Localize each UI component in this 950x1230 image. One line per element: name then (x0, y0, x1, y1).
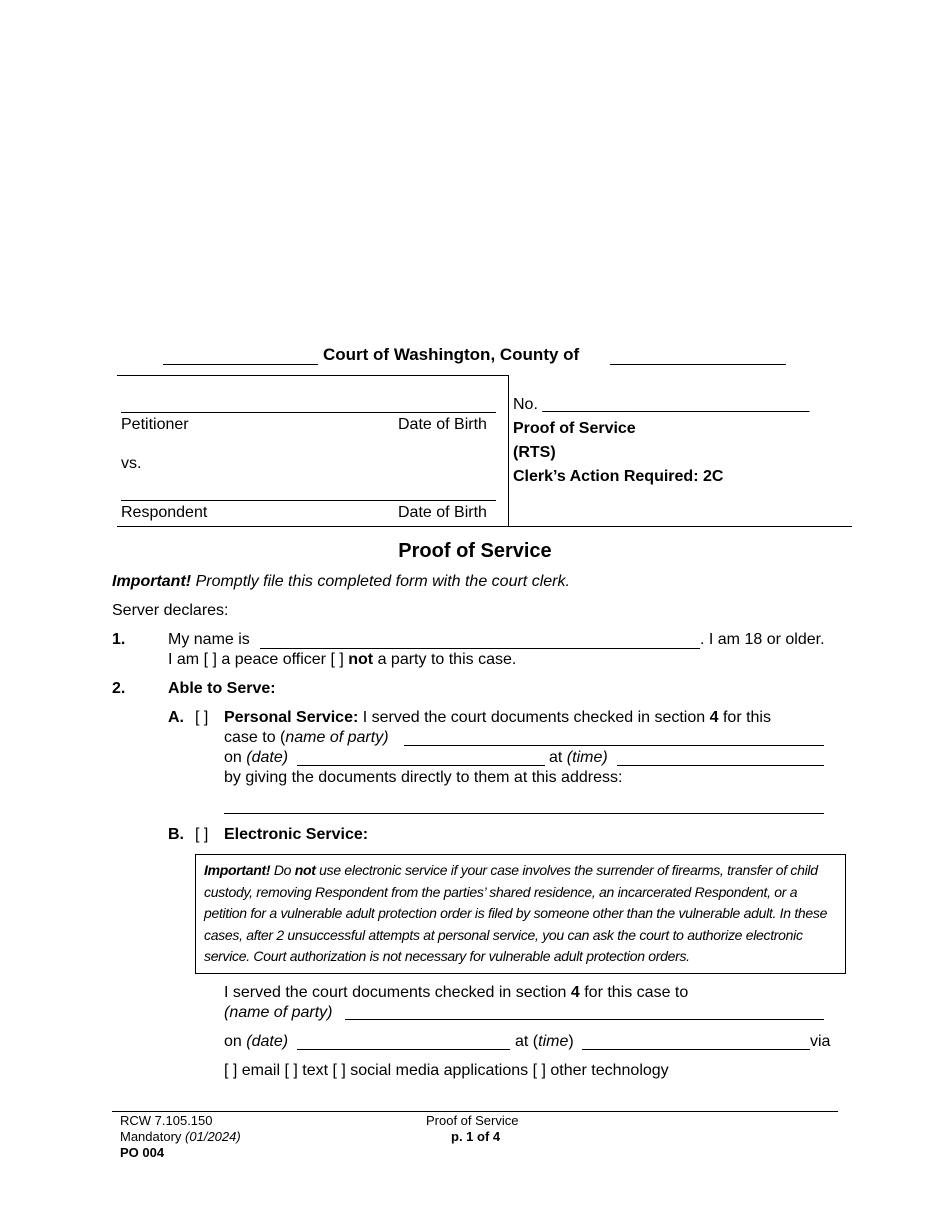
on-date-label-a (224, 749, 288, 767)
time-line-b[interactable] (582, 1049, 810, 1050)
time-line-a[interactable] (617, 765, 824, 766)
notice-do: Do (273, 862, 292, 878)
respondent-name-line[interactable] (121, 500, 496, 501)
name-of-party-hint: name of party) (285, 729, 389, 746)
on-date-label-b (224, 1033, 288, 1051)
on-text-a: on (224, 749, 242, 766)
footer-rule (112, 1111, 838, 1112)
case-to-text: case to ( (224, 729, 286, 746)
party-name-line-b[interactable] (345, 1019, 824, 1020)
county-blank-right[interactable] (610, 364, 786, 365)
server-name-line[interactable] (260, 648, 700, 649)
electronic-served-line (224, 984, 688, 1002)
page-title: Proof of Service (398, 540, 552, 562)
party-text: a party to this case. (377, 651, 517, 668)
respondent-dob-label: Date of Birth (398, 504, 487, 521)
notice-not: not (294, 862, 316, 878)
by-giving-text: by giving the documents directly to them at this address: (224, 769, 623, 786)
caption-doc-title: Proof of Service (513, 420, 636, 437)
footer-form-no: PO 004 (120, 1145, 165, 1160)
at-text-b: at ( (515, 1033, 539, 1050)
close-paren: ) (568, 1033, 574, 1050)
petitioner-name-line[interactable] (121, 412, 496, 413)
footer-title: Proof of Service (426, 1113, 519, 1128)
option-a-letter: A. (168, 709, 184, 726)
at-text-a: at (549, 749, 563, 766)
mandatory-date: (01/2024) (185, 1129, 241, 1144)
notice-body: use electronic service if your case involves the surrender of firearms, transfer of child custody, removing Respondent from the parties’ shared residence, an incarcerated Respondent, or a petition for a vulnerable adult protection order is filed by someone other than the vulnerable adult. In these cases, after 2 unsuccessful attempts at personal service, you can ask the court to authorize electronic service. Court authorization is not necessary for vulnerable adult protection orders. (204, 862, 828, 965)
on-text-b: on (224, 1033, 242, 1050)
case-to-label (224, 729, 389, 747)
footer-page: p. 1 of 4 (451, 1129, 501, 1144)
vs-label: vs. (121, 455, 142, 472)
date-hint-b: (date) (246, 1033, 289, 1050)
important-text: Promptly file this completed form with the court clerk. (195, 573, 570, 590)
section-ref: 4 (709, 709, 719, 726)
server-declares: Server declares: (112, 602, 229, 619)
served-text: I served the court documents checked in section (224, 984, 567, 1001)
clerk-action: Clerk’s Action Required: 2C (513, 468, 724, 485)
date-hint-a: (date) (246, 749, 289, 766)
via-text: via (810, 1033, 831, 1050)
caption-doc-code: (RTS) (513, 444, 556, 461)
time-hint-b: time (538, 1033, 569, 1050)
petitioner-dob-label: Date of Birth (398, 416, 487, 433)
caption-bottom-rule (117, 526, 852, 527)
at-time-label-b (515, 1033, 574, 1051)
notice-text-block (204, 860, 840, 968)
electronic-service-title: Electronic Service: (224, 826, 369, 843)
section-ref-b: 4 (570, 984, 580, 1001)
name-prefix: My name is (168, 631, 250, 648)
name-of-party-hint-b: (name of party) (224, 1004, 333, 1021)
section-2-number: 2. (112, 680, 126, 697)
caption-top-rule (117, 375, 508, 376)
court-title: Court of Washington, County of (323, 345, 580, 364)
date-line-a[interactable] (297, 765, 545, 766)
electronic-service-notice (195, 854, 846, 974)
option-b-letter: B. (168, 826, 184, 843)
time-hint-a: (time) (566, 749, 608, 766)
party-name-line-a[interactable] (404, 745, 824, 746)
personal-service-line1 (224, 709, 771, 727)
respondent-label: Respondent (121, 504, 208, 521)
officer-line (168, 651, 516, 669)
personal-service-text-b: for this (722, 709, 771, 726)
footer-mandatory (120, 1129, 241, 1144)
officer-checkbox-text[interactable]: I am [ ] a peace officer [ ] (168, 651, 344, 668)
address-line[interactable] (224, 813, 824, 814)
personal-service-title: Personal Service: (224, 709, 359, 726)
mandatory-text: Mandatory (120, 1129, 182, 1144)
footer-rcw: RCW 7.105.150 (120, 1113, 213, 1128)
important-label: Important! (112, 573, 192, 590)
notice-important: Important! (204, 862, 271, 878)
section-1-number: 1. (112, 631, 126, 648)
important-note (112, 573, 570, 591)
case-number[interactable]: No. ______________________________ (513, 396, 810, 413)
electronic-methods[interactable]: [ ] email [ ] text [ ] social media applications [ ] other technology (224, 1062, 669, 1079)
name-suffix: . I am 18 or older. (700, 631, 825, 648)
petitioner-label: Petitioner (121, 416, 189, 433)
not-word: not (348, 651, 374, 668)
able-to-serve-heading: Able to Serve: (168, 680, 276, 697)
personal-service-checkbox[interactable]: [ ] (195, 709, 209, 726)
electronic-service-checkbox[interactable]: [ ] (195, 826, 209, 843)
personal-service-text: I served the court documents checked in section (362, 709, 706, 726)
served-text-b: for this case to (584, 984, 689, 1001)
caption-divider (508, 375, 509, 527)
at-time-label-a (549, 749, 608, 767)
date-line-b[interactable] (297, 1049, 510, 1050)
county-blank-left[interactable] (163, 364, 318, 365)
